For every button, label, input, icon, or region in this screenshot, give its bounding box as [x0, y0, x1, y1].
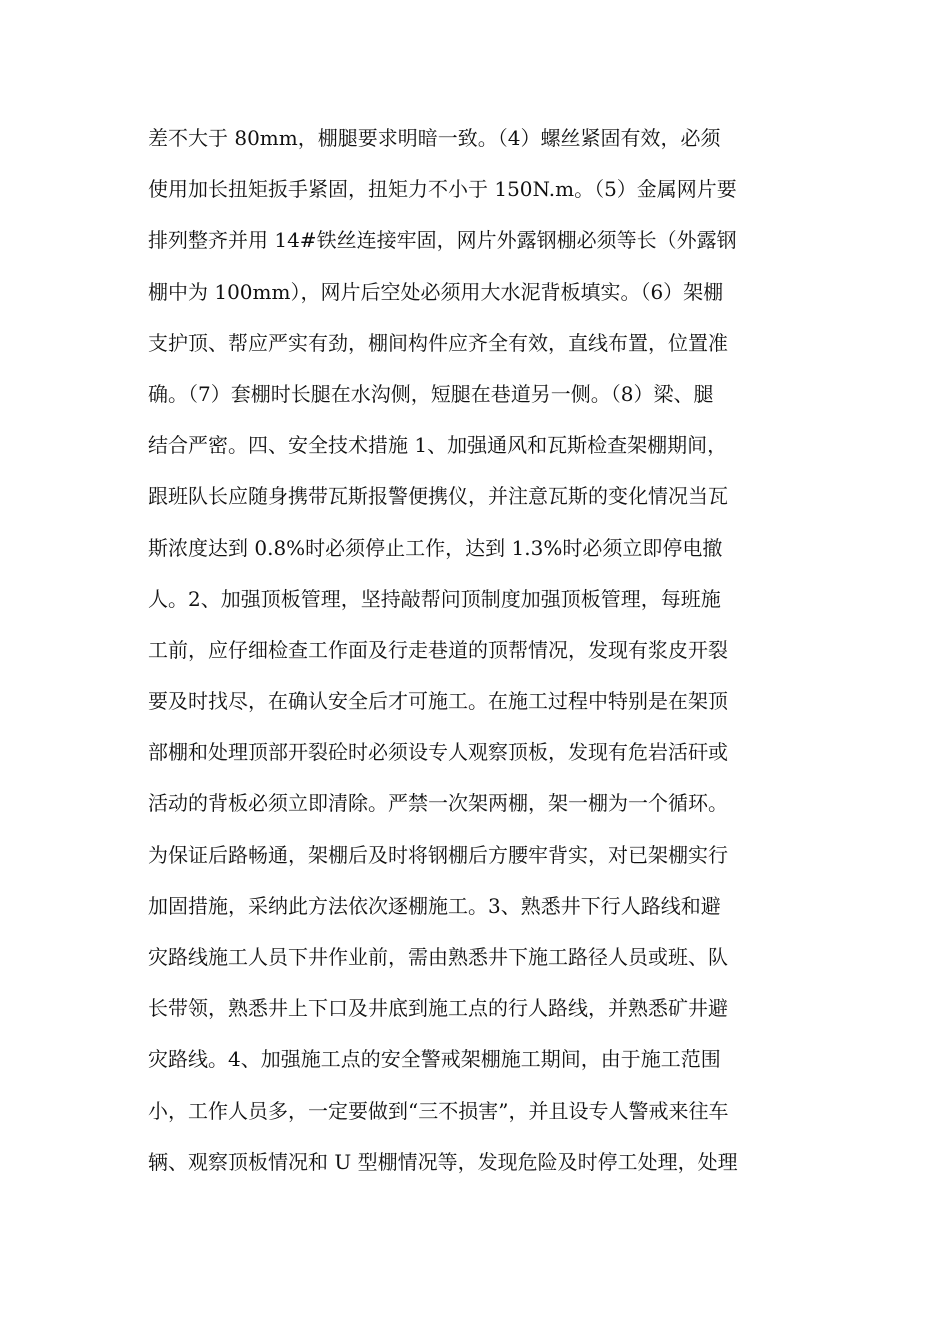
- text-line: 加固措施，采纳此方法依次逐棚施工。3、熟悉井下行人路线和避: [148, 893, 721, 918]
- text-line: 活动的背板必须立即清除。严禁一次架两棚，架一棚为一个循环。: [148, 791, 728, 816]
- text-line: 工前，应仔细检查工作面及行走巷道的顶帮情况，发现有浆皮开裂: [148, 637, 728, 662]
- text-line: 跟班队长应随身携带瓦斯报警便携仪，并注意瓦斯的变化情况当瓦: [148, 484, 728, 509]
- text-line: 部棚和处理顶部开裂砼时必须设专人观察顶板，发现有危岩活矸或: [148, 740, 728, 765]
- text-line: 斯浓度达到 0.8%时必须停止工作，达到 1.3%时必须立即停电撤: [148, 535, 723, 560]
- body-text: [148, 118, 808, 1193]
- text-line: 为保证后路畅通，架棚后及时将钢棚后方腰牢背实，对已架棚实行: [148, 842, 728, 867]
- text-line: 确。（7）套棚时长腿在水沟侧，短腿在巷道另一侧。（8）梁、腿: [148, 381, 714, 406]
- text-line: 棚中为 100mm），网片后空处必须用大水泥背板填实。（6）架棚: [148, 279, 724, 304]
- text-line: 灾路线。4、加强施工点的安全警戒架棚施工期间，由于施工范围: [148, 1047, 721, 1072]
- text-line: 排列整齐并用 14#铁丝连接牢固，网片外露钢棚必须等长（外露钢: [148, 228, 737, 253]
- text-line: 灾路线施工人员下井作业前，需由熟悉井下施工路径人员或班、队: [148, 945, 728, 969]
- text-line: 辆、观察顶板情况和 U 型棚情况等，发现危险及时停工处理，处理: [148, 1149, 738, 1174]
- text-line: 支护顶、帮应严实有劲，棚间构件应齐全有效，直线布置，位置准: [148, 330, 728, 355]
- text-line: 结合严密。四、安全技术措施 1、加强通风和瓦斯检查架棚期间，: [148, 433, 728, 458]
- text-line: 长带领，熟悉井上下口及井底到施工点的行人路线，并熟悉矿井避: [148, 996, 728, 1021]
- text-line: 使用加长扭矩扳手紧固，扭矩力不小于 150N.m。（5）金属网片要: [148, 177, 737, 202]
- text-line: 小，工作人员多，一定要做到“三不损害”，并且设专人警戒来往车: [148, 1098, 729, 1123]
- text-line: 要及时找尽，在确认安全后才可施工。在施工过程中特别是在架顶: [148, 689, 728, 714]
- text-line: 人。2、加强顶板管理，坚持敲帮问顶制度加强顶板管理，每班施: [148, 586, 721, 611]
- text-line: 差不大于 80mm，棚腿要求明暗一致。（4）螺丝紧固有效，必须: [148, 126, 721, 150]
